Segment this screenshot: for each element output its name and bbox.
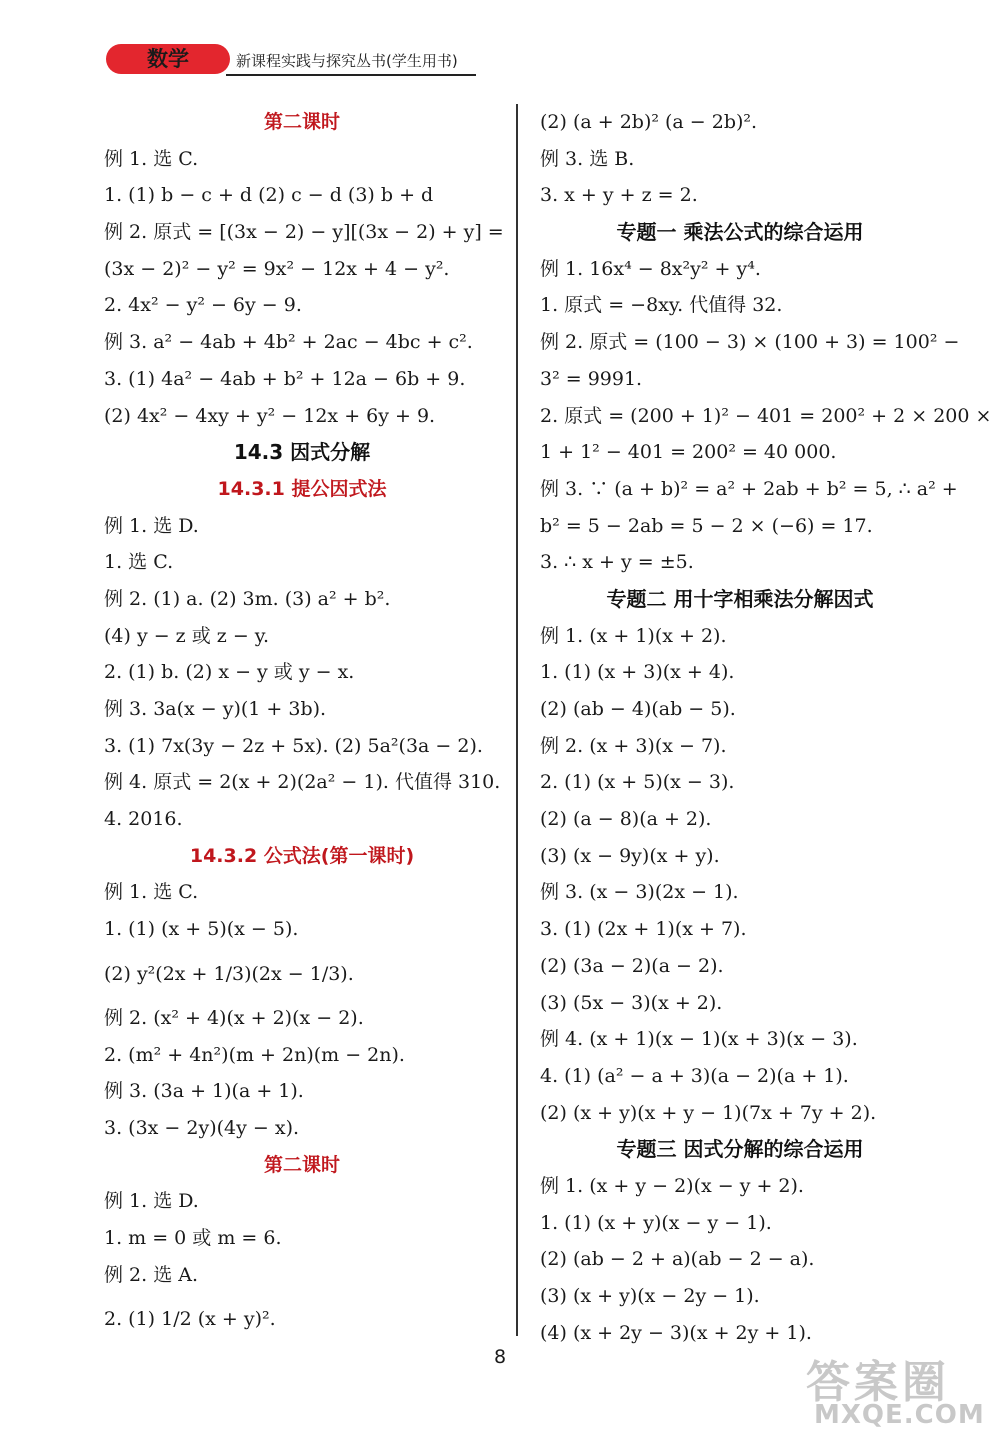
section-heading: 14.3.1 提公因式法 bbox=[217, 477, 387, 500]
series-title: 新课程实践与探究丛书(学生用书) bbox=[236, 52, 458, 70]
watermark-logo-text: 答案圈 bbox=[806, 1357, 950, 1408]
answer-line: 例 2. (x + 3)(x − 7). bbox=[540, 734, 727, 757]
answer-line: 例 1. 选 C. bbox=[104, 147, 199, 170]
answer-line: b² = 5 − 2ab = 5 − 2 × (−6) = 17. bbox=[540, 514, 873, 537]
answer-line: 2. (m² + 4n²)(m + 2n)(m − 2n). bbox=[104, 1043, 405, 1066]
chapter-heading: 专题三 因式分解的综合运用 bbox=[616, 1137, 864, 1162]
answer-line: 例 2. 原式 = (100 − 3) × (100 + 3) = 100² − bbox=[540, 331, 960, 354]
answer-line: 1. 选 C. bbox=[104, 551, 174, 574]
answer-line: (2) (x + y)(x + y − 1)(7x + 7y + 2). bbox=[540, 1101, 877, 1124]
answer-line: 2. (1) (x + 5)(x − 3). bbox=[540, 771, 735, 794]
answer-line: 例 2. (x² + 4)(x + 2)(x − 2). bbox=[104, 1006, 364, 1029]
chapter-heading: 专题二 用十字相乘法分解因式 bbox=[606, 586, 874, 611]
section-heading: 第二课时 bbox=[263, 1153, 340, 1176]
answer-line: 3. (1) (2x + 1)(x + 7). bbox=[540, 918, 747, 941]
answer-line: 4. 2016. bbox=[104, 808, 183, 831]
header-underline bbox=[226, 74, 476, 76]
answer-line: 3. (1) 7x(3y − 2z + 5x). (2) 5a²(3a − 2). bbox=[104, 734, 483, 757]
chapter-heading: 14.3 因式分解 bbox=[233, 440, 371, 465]
answer-line: (2) (a − 8)(a + 2). bbox=[540, 808, 712, 831]
answer-line: (2) (a + 2b)² (a − 2b)². bbox=[540, 111, 758, 133]
answer-line: 4. (1) (a² − a + 3)(a − 2)(a + 1). bbox=[540, 1064, 849, 1087]
section-heading: 14.3.2 公式法(第一课时) bbox=[189, 844, 415, 867]
answer-line: 例 4. 原式 = 2(x + 2)(2a² − 1). 代值得 310. bbox=[104, 771, 501, 794]
answer-line: 例 2. (1) a. (2) 3m. (3) a² + b². bbox=[104, 587, 391, 610]
page-number: 8 bbox=[493, 1346, 507, 1368]
answer-line: 1 + 1² − 401 = 200² = 40 000. bbox=[540, 441, 837, 464]
answer-line: 3. x + y + z = 2. bbox=[540, 184, 698, 207]
answer-line: 例 3. 选 B. bbox=[540, 147, 635, 170]
chapter-heading: 专题一 乘法公式的综合运用 bbox=[616, 220, 864, 245]
answer-line: (2) (ab − 2 + a)(ab − 2 − a). bbox=[540, 1248, 815, 1271]
answer-line: 2. 4x² − y² − 6y − 9. bbox=[104, 294, 302, 317]
answer-line: 3² = 9991. bbox=[540, 367, 643, 390]
answer-line: 例 3. 3a(x − y)(1 + 3b). bbox=[104, 698, 327, 720]
answer-line: (2) (ab − 4)(ab − 5). bbox=[540, 698, 736, 720]
section-heading: 第二课时 bbox=[263, 111, 340, 133]
subject-label: 数学 bbox=[147, 47, 189, 71]
answer-line: 1. m = 0 或 m = 6. bbox=[104, 1226, 282, 1249]
answer-line: 例 1. (x + y − 2)(x − y + 2). bbox=[540, 1174, 804, 1197]
answer-line: (4) y − z 或 z − y. bbox=[104, 624, 270, 647]
answer-line: 3. ∴ x + y = ±5. bbox=[540, 551, 694, 574]
answer-line: 1. (1) (x + 3)(x + 4). bbox=[540, 661, 735, 684]
answer-line: (3) (x − 9y)(x + y). bbox=[540, 844, 720, 867]
answer-line: (3x − 2)² − y² = 9x² − 12x + 4 − y². bbox=[104, 257, 450, 280]
left-column bbox=[104, 104, 504, 1345]
answer-line: 例 1. 选 D. bbox=[104, 514, 199, 537]
answer-line: 例 1. 选 D. bbox=[104, 1190, 199, 1213]
answer-line: 例 1. 16x⁴ − 8x²y² + y⁴. bbox=[540, 257, 761, 280]
answer-line: 例 3. (3a + 1)(a + 1). bbox=[104, 1080, 304, 1103]
answer-line: (3) (x + y)(x − 2y − 1). bbox=[540, 1285, 760, 1307]
answer-line: 3. (3x − 2y)(4y − x). bbox=[104, 1116, 300, 1139]
answer-line: 例 1. (x + 1)(x + 2). bbox=[540, 624, 727, 647]
answer-line: (2) (3a − 2)(a − 2). bbox=[540, 954, 724, 977]
answer-line: 例 2. 原式 = [(3x − 2) − y][(3x − 2) + y] = bbox=[104, 221, 504, 244]
answer-line: 1. (1) b − c + d (2) c − d (3) b + d bbox=[104, 184, 434, 207]
answer-line: 2. 原式 = (200 + 1)² − 401 = 200² + 2 × 200 × bbox=[540, 404, 992, 427]
column-divider bbox=[516, 104, 518, 1336]
right-column bbox=[540, 104, 992, 1351]
subject-badge bbox=[106, 44, 230, 74]
answer-line: 1. 原式 = −8xy. 代值得 32. bbox=[540, 294, 783, 317]
answer-line: 例 3. ∵ (a + b)² = a² + 2ab + b² = 5, ∴ a² + bbox=[540, 477, 958, 500]
answer-line: 2. (1) 1/2 (x + y)². bbox=[104, 1308, 276, 1331]
answer-line: (4) (x + 2y − 3)(x + 2y + 1). bbox=[540, 1321, 812, 1344]
watermark bbox=[800, 1346, 990, 1436]
answer-line: 例 3. a² − 4ab + 4b² + 2ac − 4bc + c². bbox=[104, 331, 473, 354]
answer-line: 例 1. 选 C. bbox=[104, 881, 199, 904]
answer-line: (2) y²(2x + 1/3)(2x − 1/3). bbox=[104, 962, 354, 985]
answer-line: (3) (5x − 3)(x + 2). bbox=[540, 991, 723, 1014]
watermark-domain: MXQE.COM bbox=[814, 1400, 985, 1430]
answer-line: 例 2. 选 A. bbox=[104, 1263, 199, 1286]
answer-line: 1. (1) (x + 5)(x − 5). bbox=[104, 918, 299, 941]
answer-line: 例 4. (x + 1)(x − 1)(x + 3)(x − 3). bbox=[540, 1028, 858, 1051]
answer-line: 2. (1) b. (2) x − y 或 y − x. bbox=[104, 661, 355, 684]
answer-line: 1. (1) (x + y)(x − y − 1). bbox=[540, 1211, 772, 1234]
answer-line: (2) 4x² − 4xy + y² − 12x + 6y + 9. bbox=[104, 404, 436, 427]
answer-line: 3. (1) 4a² − 4ab + b² + 12a − 6b + 9. bbox=[104, 367, 466, 390]
answer-line: 例 3. (x − 3)(2x − 1). bbox=[540, 881, 739, 904]
